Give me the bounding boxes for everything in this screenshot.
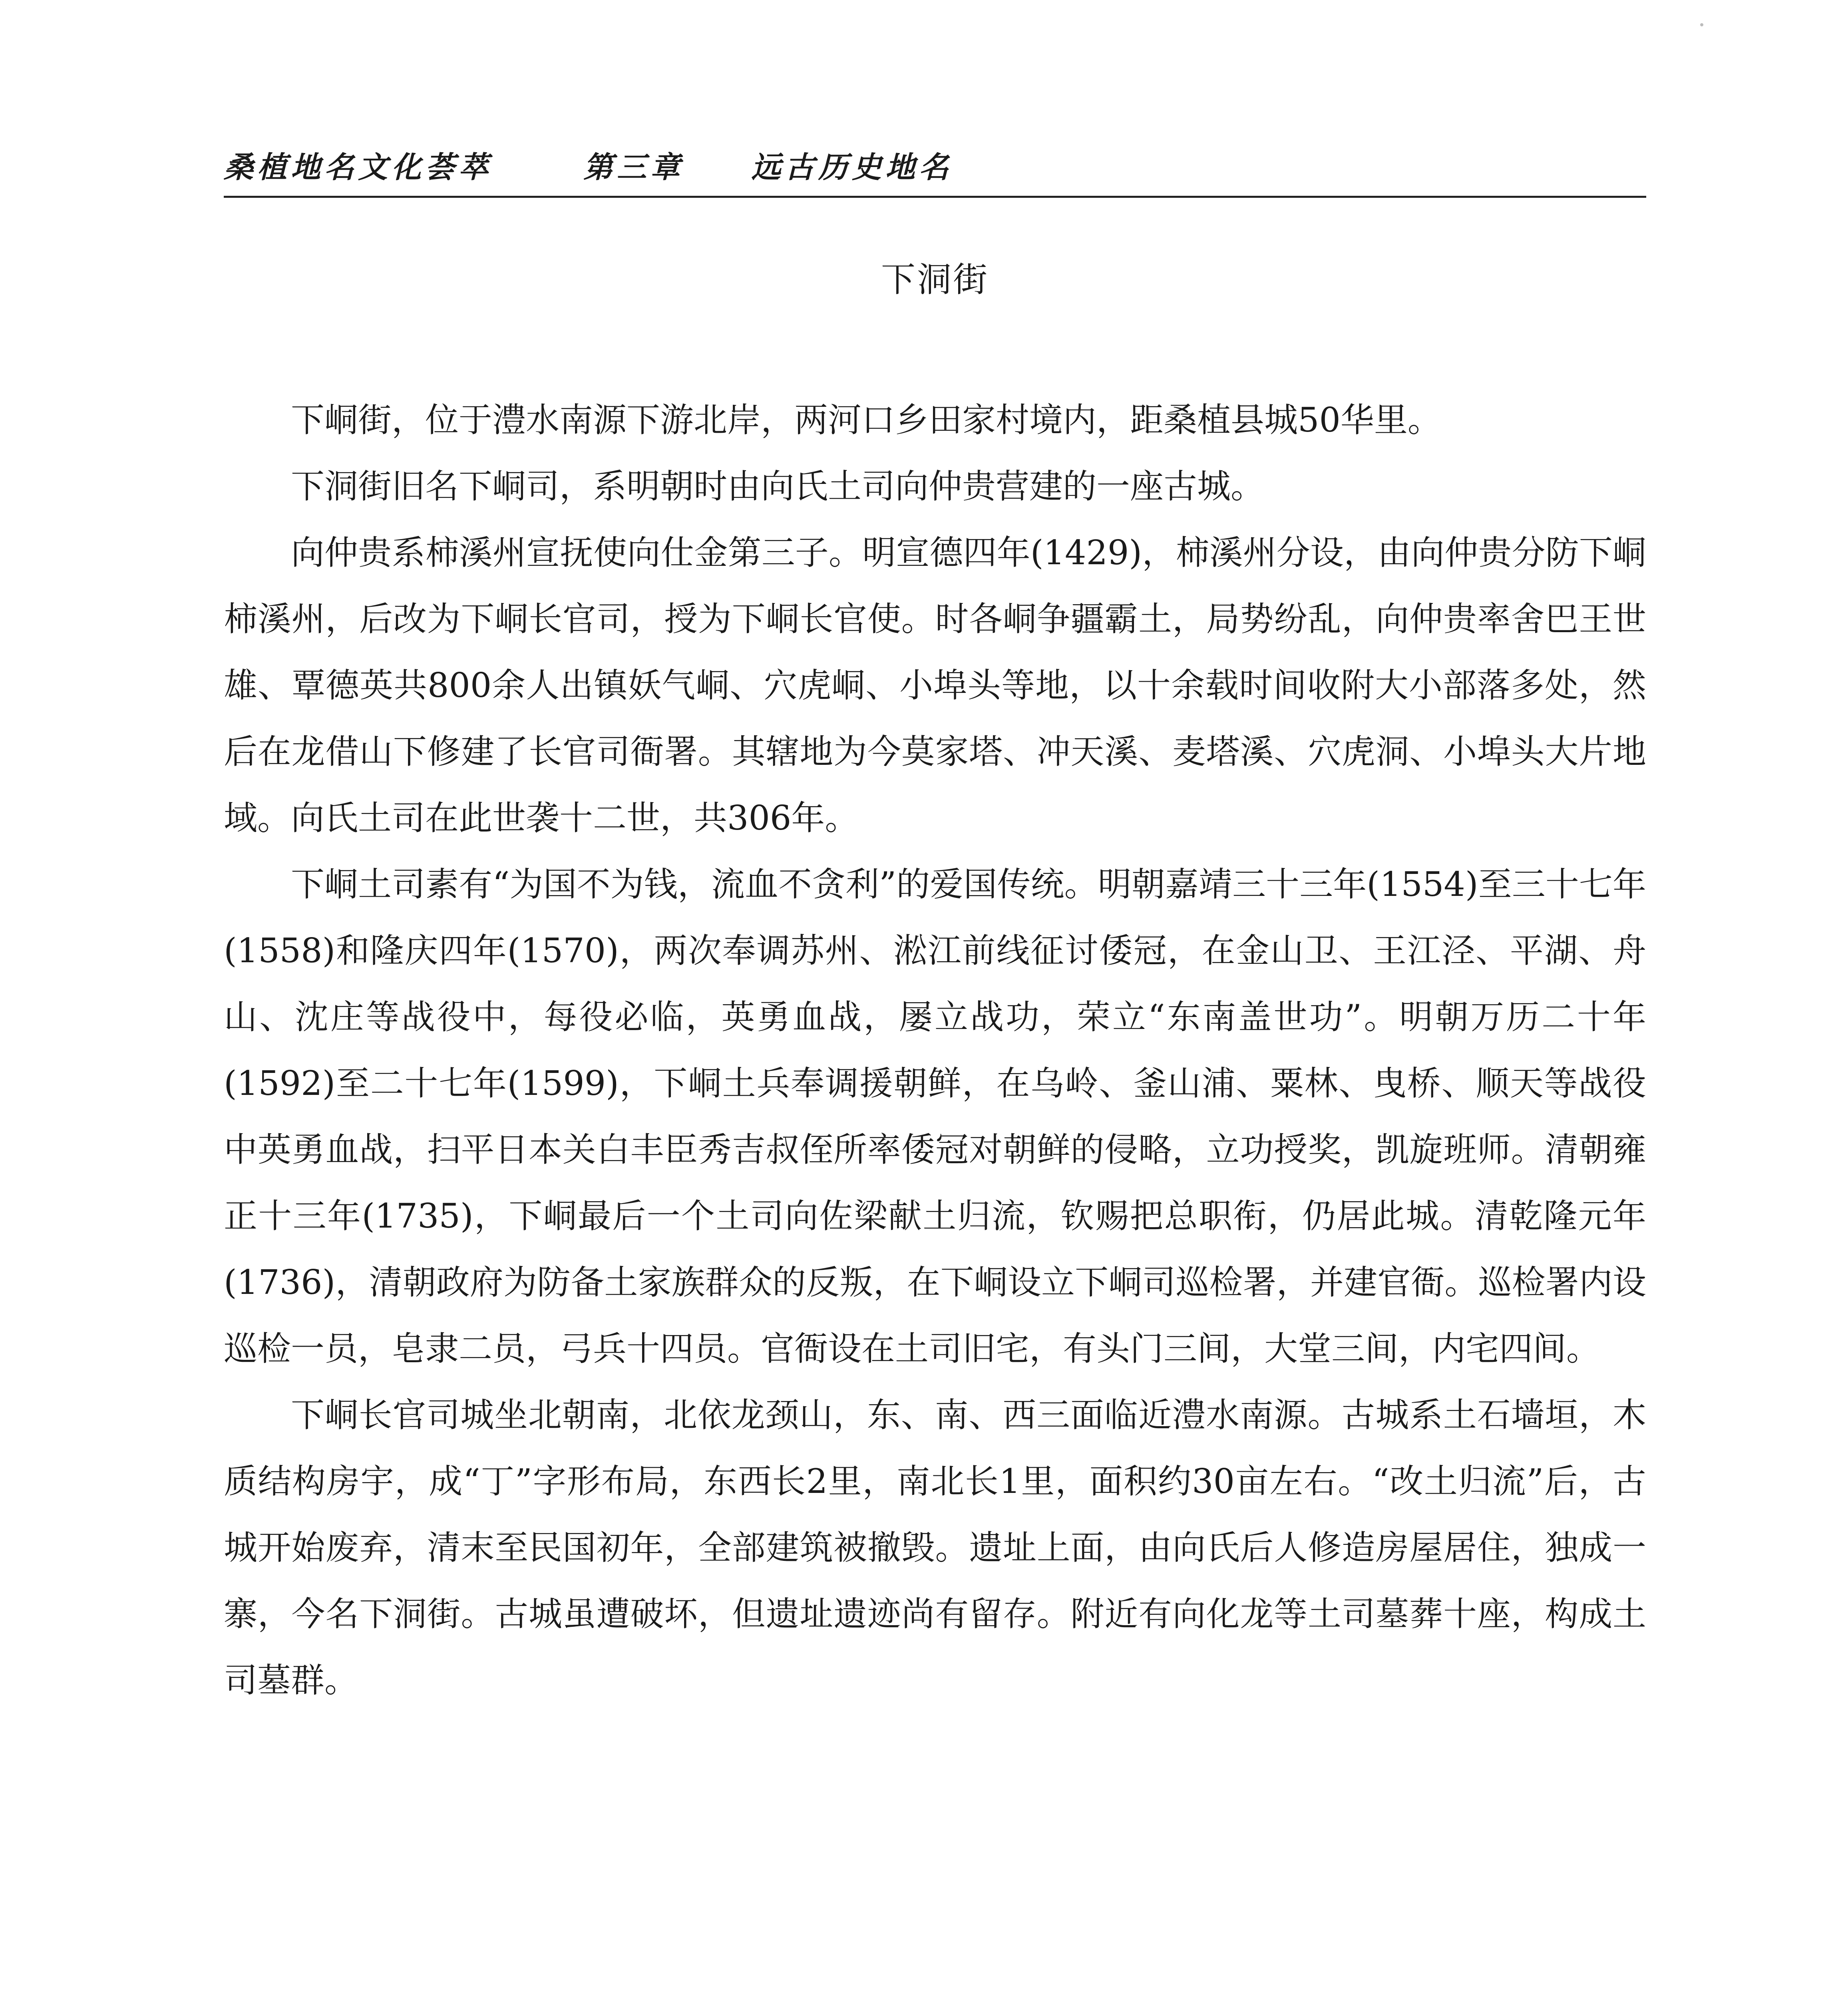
paragraph: 下洞街旧名下峒司，系明朝时由向氏土司向仲贵营建的一座古城。 [291,467,1265,506]
scan-speck [1700,23,1703,26]
header-chapter: 第三章 [583,150,684,185]
paragraph: 向仲贵系柿溪州宣抚使向仕金第三子。明宣德四年(1429)，柿溪州分设，由向仲贵分防下峒柿溪州，后改为下峒长官司，授为下峒长官使。时各峒争疆霸土，局势纷乱，向仲贵率舍巴王世雄、覃德英共800余人出镇妖气峒、穴虎峒、小埠头等地，以十余载时间收附大小部落多处，然后在龙借山下修建了长官司衙署。其辖地为今莫家塔、冲天溪、麦塔溪、穴虎洞、小埠头大片地域。向氏土司在此世袭十二世，共306年。 [224,533,1646,838]
section-body-xiadongjie [224,387,1646,1713]
header-divider [224,196,1646,198]
section-title-xiadongjie: 下洞街 [881,260,989,300]
header-book-title: 桑植地名文化荟萃 [224,150,492,185]
paragraph: 下峒街，位于澧水南源下游北岸，两河口乡田家村境内，距桑植县城50华里。 [291,400,1441,440]
header-section: 远古历史地名 [751,150,953,185]
paragraph: 下峒土司素有“为国不为钱，流血不贪利”的爱国传统。明朝嘉靖三十三年(1554)至三十七年(1558)和隆庆四年(1570)，两次奉调苏州、淞江前线征讨倭冠，在金山卫、王江泾、平湖、舟山、沈庄等战役中，每役必临，英勇血战，屡立战功，荣立“东南盖世功”。明朝万历二十年(1592)至二十七年(1599)，下峒土兵奉调援朝鲜，在乌岭、釜山浦、粟林、曳桥、顺天等战役中英勇血战，扫平日本关白丰臣秀吉叔侄所率倭冠对朝鲜的侵略，立功授奖，凯旋班师。清朝雍正十三年(1735)，下峒最后一个土司向佐梁献土归流，钦赐把总职衔，仍居此城。清乾隆元年(1736)，清朝政府为防备土家族群众的反叛，在下峒设立下峒司巡检署，并建官衙。巡检署内设巡检一员，皂隶二员，弓兵十四员。官衙设在土司旧宅，有头门三间，大堂三间，内宅四间。 [224,865,1647,1368]
running-header [224,144,1646,192]
paragraph: 下峒长官司城坐北朝南，北依龙颈山，东、南、西三面临近澧水南源。古城系土石墙垣，木质结构房宇，成“丁”字形布局，东西长2里，南北长1里，面积约30亩左右。“改土归流”后，古城开始废弃，清末至民国初年，全部建筑被撤毁。遗址上面，由向氏后人修造房屋居住，独成一寨，今名下洞街。古城虽遭破坏，但遗址遗迹尚有留存。附近有向化龙等土司墓葬十座，构成土司墓群。 [224,1395,1646,1700]
